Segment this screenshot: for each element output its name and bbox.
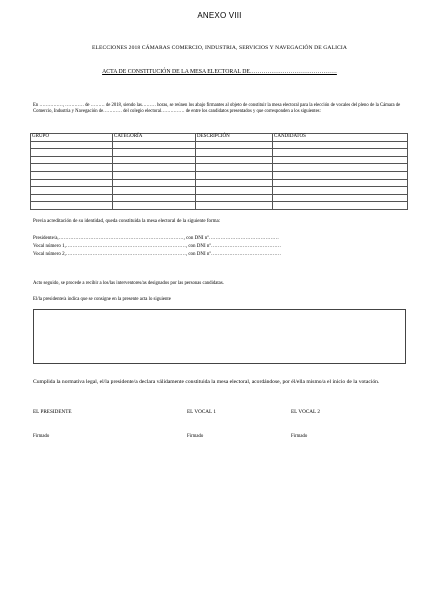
table-cell[interactable] (273, 202, 408, 210)
signed-vocal-2: Firmado (291, 434, 308, 439)
table-row (31, 171, 408, 179)
intro-paragraph: En ……………, ………… de ……… de 2018, siendo las……… horas, se reúnen los abajo firmantes al objeto de constituir la mesa electoral para la elección de vocales del pleno de la Cámara de Comercio, Industria y Navegación de………… del colegio electoral…………… de entre los candidatos presentados y que corresponden a los siguientes: (33, 103, 401, 115)
table-cell[interactable] (31, 156, 113, 164)
table-cell[interactable] (113, 202, 196, 210)
table-cell[interactable] (196, 141, 273, 149)
table-cell[interactable] (31, 179, 113, 187)
header-candidatos: CANDIDATOS (273, 134, 408, 142)
table-cell[interactable] (273, 149, 408, 157)
table-cell[interactable] (273, 156, 408, 164)
table-cell[interactable] (273, 164, 408, 172)
table-cell[interactable] (273, 179, 408, 187)
table-cell[interactable] (31, 149, 113, 157)
table-cell[interactable] (273, 187, 408, 195)
table-cell[interactable] (113, 149, 196, 157)
table-cell[interactable] (31, 164, 113, 172)
table-row (31, 194, 408, 202)
acta-title: ACTA DE CONSTITUCIÓN DE LA MESA ELECTORAL DE……………………………………… (102, 69, 337, 75)
header-descripcion: DESCRIPCIÓN (196, 134, 273, 142)
signature-role-presidente: EL PRESIDENTE (33, 409, 72, 415)
table-cell[interactable] (113, 179, 196, 187)
table-cell[interactable] (196, 179, 273, 187)
table-cell[interactable] (113, 164, 196, 172)
table-cell[interactable] (31, 202, 113, 210)
indica-text: El/la presidente/a indica que se consigne en la presente acta lo siguiente (33, 297, 171, 302)
observations-box[interactable] (33, 309, 406, 364)
signature-role-vocal-1: EL VOCAL 1 (187, 409, 216, 415)
table-cell[interactable] (113, 156, 196, 164)
header-grupo: GRUPO (31, 134, 113, 142)
table-row (31, 141, 408, 149)
annex-title: ANEXO VIII (197, 11, 242, 20)
table-body (31, 141, 408, 209)
member-presidente: Presidente/a,…………………………………………………………………, con DNI nº…………………………………… (33, 236, 279, 241)
table-cell[interactable] (113, 171, 196, 179)
signature-role-vocal-2: EL VOCAL 2 (291, 409, 320, 415)
table-cell[interactable] (196, 156, 273, 164)
member-vocal-1: Vocal número 1,………………………………………………………………, con DNI nº…………………………………… (33, 244, 281, 249)
member-vocal-2: Vocal número 2,………………………………………………………………, con DNI nº…………………………………… (33, 252, 281, 257)
table-row (31, 202, 408, 210)
signed-vocal-1: Firmado (187, 434, 204, 439)
table-cell[interactable] (273, 141, 408, 149)
identification-text: Previa acreditación de su identidad, queda constituida la mesa electoral de la siguiente forma: (33, 219, 221, 224)
elections-heading: ELECCIONES 2018 CÁMARAS COMERCIO, INDUSTRIA, SERVICIOS Y NAVEGACIÓN DE GALICIA (92, 45, 347, 51)
table-row (31, 149, 408, 157)
table-cell[interactable] (273, 171, 408, 179)
table-cell[interactable] (196, 194, 273, 202)
table-cell[interactable] (273, 194, 408, 202)
table-cell[interactable] (31, 194, 113, 202)
signed-presidente: Firmado (33, 434, 50, 439)
table-cell[interactable] (196, 202, 273, 210)
table-cell[interactable] (196, 171, 273, 179)
table-cell[interactable] (31, 141, 113, 149)
table-row (31, 187, 408, 195)
table-cell[interactable] (196, 164, 273, 172)
table-cell[interactable] (113, 187, 196, 195)
closing-text: Cumplida la normativa legal, el/la presidente/a declara válidamente constituida la mesa electoral, acordándose, por él/ella mismo/a el inicio de la votación. (33, 379, 380, 385)
table-cell[interactable] (196, 187, 273, 195)
candidates-table (30, 133, 408, 210)
table-cell[interactable] (113, 194, 196, 202)
acto-seguido-text: Acto seguido, se procede a recibir a los/las interventores/as designados por las personas candidatas. (33, 281, 224, 286)
table-cell[interactable] (31, 187, 113, 195)
table-cell[interactable] (196, 149, 273, 157)
table-row (31, 164, 408, 172)
table-header-row (31, 134, 408, 142)
table-row (31, 179, 408, 187)
table-cell[interactable] (31, 171, 113, 179)
table-row (31, 156, 408, 164)
header-categoria: CATEGORÍA (113, 134, 196, 142)
table-cell[interactable] (113, 141, 196, 149)
